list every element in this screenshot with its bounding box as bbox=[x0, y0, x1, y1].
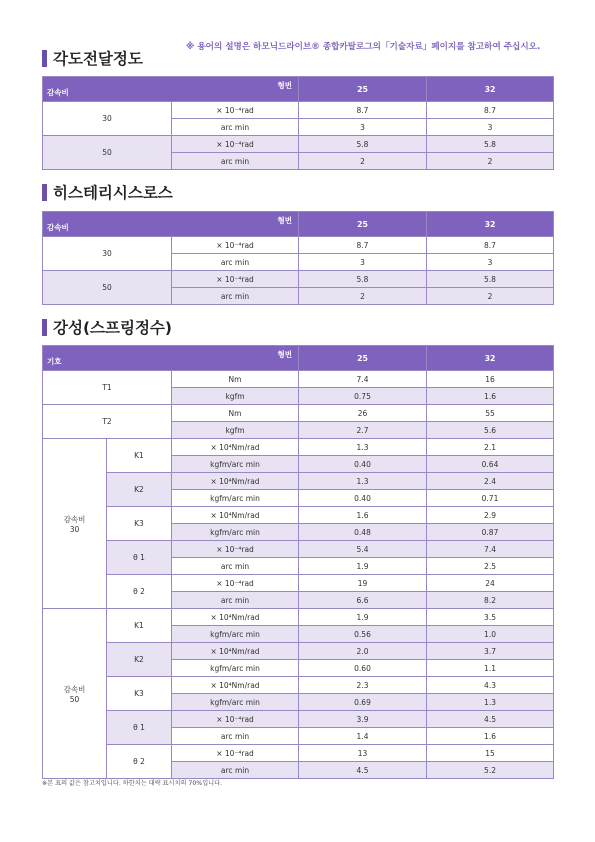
value-cell: 1.3 bbox=[299, 439, 427, 456]
unit-cell: arc min bbox=[172, 558, 299, 575]
value-cell: 3 bbox=[299, 119, 427, 136]
header-row-label: 기호 bbox=[47, 357, 62, 366]
value-cell: 2.7 bbox=[299, 422, 427, 439]
value-cell: 3 bbox=[427, 119, 554, 136]
value-cell: 2.3 bbox=[299, 677, 427, 694]
value-cell: 8.7 bbox=[427, 102, 554, 119]
table-row bbox=[43, 507, 554, 524]
value-cell: 24 bbox=[427, 575, 554, 592]
value-cell: 1.6 bbox=[427, 388, 554, 405]
header-row-label: 감속비 bbox=[47, 88, 69, 97]
header-model-label: 형번 bbox=[277, 216, 292, 225]
value-cell: 5.8 bbox=[299, 136, 427, 153]
header-row bbox=[43, 212, 554, 237]
unit-cell: × 10⁴Nm/rad bbox=[172, 473, 299, 490]
table-row bbox=[43, 237, 554, 254]
value-cell: 0.71 bbox=[427, 490, 554, 507]
header-row-label: 감속비 bbox=[47, 223, 69, 232]
header-model-25: 25 bbox=[299, 212, 427, 237]
header-corner-cell bbox=[43, 346, 299, 371]
section-title-hysteresis-loss bbox=[42, 183, 173, 201]
table-row bbox=[43, 371, 554, 388]
symbol-cell: K2 bbox=[107, 643, 172, 677]
value-cell: 55 bbox=[427, 405, 554, 422]
unit-cell: kgfm/arc min bbox=[172, 660, 299, 677]
unit-cell: kgfm/arc min bbox=[172, 694, 299, 711]
value-cell: 2.9 bbox=[427, 507, 554, 524]
value-cell: 4.5 bbox=[299, 762, 427, 779]
value-cell: 2 bbox=[427, 153, 554, 170]
table-row bbox=[43, 745, 554, 762]
value-cell: 2.1 bbox=[427, 439, 554, 456]
unit-cell: arc min bbox=[172, 153, 299, 170]
value-cell: 3 bbox=[427, 254, 554, 271]
ratio-group-value: 50 bbox=[69, 694, 80, 704]
value-cell: 0.40 bbox=[299, 456, 427, 473]
header-model-32: 32 bbox=[427, 77, 554, 102]
value-cell: 1.6 bbox=[299, 507, 427, 524]
table-row bbox=[43, 405, 554, 422]
ratio-group-label: 감속비 bbox=[63, 684, 86, 694]
value-cell: 7.4 bbox=[299, 371, 427, 388]
header-model-32: 32 bbox=[427, 346, 554, 371]
ratio-cell: 50 bbox=[43, 136, 172, 170]
value-cell: 3 bbox=[299, 254, 427, 271]
value-cell: 5.2 bbox=[427, 762, 554, 779]
value-cell: 8.7 bbox=[427, 237, 554, 254]
unit-cell: arc min bbox=[172, 288, 299, 305]
value-cell: 1.3 bbox=[299, 473, 427, 490]
symbol-cell: θ 1 bbox=[107, 711, 172, 745]
symbol-cell: K1 bbox=[107, 439, 172, 473]
unit-cell: arc min bbox=[172, 762, 299, 779]
value-cell: 2 bbox=[427, 288, 554, 305]
unit-cell: × 10⁻⁴rad bbox=[172, 102, 299, 119]
value-cell: 8.7 bbox=[299, 237, 427, 254]
value-cell: 5.8 bbox=[427, 271, 554, 288]
symbol-cell: K3 bbox=[107, 677, 172, 711]
header-model-label: 형번 bbox=[277, 350, 293, 359]
angular-accuracy-table bbox=[42, 76, 554, 170]
value-cell: 0.60 bbox=[299, 660, 427, 677]
value-cell: 1.1 bbox=[427, 660, 554, 677]
value-cell: 4.5 bbox=[427, 711, 554, 728]
symbol-cell: θ 1 bbox=[107, 541, 172, 575]
value-cell: 0.69 bbox=[299, 694, 427, 711]
ratio-cell: 30 bbox=[43, 237, 172, 271]
header-model-25: 25 bbox=[299, 77, 427, 102]
value-cell: 5.8 bbox=[427, 136, 554, 153]
unit-cell: Nm bbox=[172, 371, 299, 388]
unit-cell: × 10⁴Nm/rad bbox=[172, 643, 299, 660]
stiffness-table-body bbox=[43, 346, 554, 779]
value-cell: 3.9 bbox=[299, 711, 427, 728]
table-row bbox=[43, 541, 554, 558]
header-row bbox=[43, 77, 554, 102]
unit-cell: × 10⁴Nm/rad bbox=[172, 439, 299, 456]
unit-cell: × 10⁻⁴rad bbox=[172, 541, 299, 558]
value-cell: 7.4 bbox=[427, 541, 554, 558]
value-cell: 2.0 bbox=[299, 643, 427, 660]
ratio-group-value: 30 bbox=[69, 524, 80, 534]
unit-cell: kgfm bbox=[172, 388, 299, 405]
table-row bbox=[43, 102, 554, 119]
ratio-cell: 50 bbox=[43, 271, 172, 305]
symbol-cell: K2 bbox=[107, 473, 172, 507]
unit-cell: × 10⁻⁴rad bbox=[172, 271, 299, 288]
table-row bbox=[43, 609, 554, 626]
unit-cell: Nm bbox=[172, 405, 299, 422]
value-cell: 0.75 bbox=[299, 388, 427, 405]
value-cell: 0.87 bbox=[427, 524, 554, 541]
unit-cell: kgfm/arc min bbox=[172, 524, 299, 541]
header-row bbox=[43, 346, 554, 371]
value-cell: 1.6 bbox=[427, 728, 554, 745]
header-model-25: 25 bbox=[299, 346, 427, 371]
unit-cell: × 10⁻⁴rad bbox=[172, 745, 299, 762]
value-cell: 4.3 bbox=[427, 677, 554, 694]
value-cell: 8.7 bbox=[299, 102, 427, 119]
unit-cell: arc min bbox=[172, 254, 299, 271]
value-cell: 1.0 bbox=[427, 626, 554, 643]
unit-cell: kgfm/arc min bbox=[172, 456, 299, 473]
angular-table-body bbox=[43, 77, 554, 170]
section-marker bbox=[42, 184, 47, 201]
table-row bbox=[43, 711, 554, 728]
section-marker bbox=[42, 50, 47, 67]
value-cell: 2.5 bbox=[427, 558, 554, 575]
value-cell: 16 bbox=[427, 371, 554, 388]
ratio-group-label: 감속비 bbox=[63, 514, 86, 524]
value-cell: 13 bbox=[299, 745, 427, 762]
section-title-stiffness bbox=[42, 318, 172, 336]
value-cell: 1.9 bbox=[299, 609, 427, 626]
section-title-text: 강성(스프링정수) bbox=[53, 319, 172, 337]
table-row bbox=[43, 136, 554, 153]
value-cell: 5.4 bbox=[299, 541, 427, 558]
value-cell: 26 bbox=[299, 405, 427, 422]
symbol-cell: T1 bbox=[43, 371, 172, 405]
unit-cell: arc min bbox=[172, 728, 299, 745]
table-row bbox=[43, 473, 554, 490]
value-cell: 3.7 bbox=[427, 643, 554, 660]
table-row bbox=[43, 439, 554, 456]
value-cell: 1.4 bbox=[299, 728, 427, 745]
section-title-text: 히스테리시스로스 bbox=[53, 184, 173, 202]
symbol-cell: θ 2 bbox=[107, 575, 172, 609]
hysteresis-table-body bbox=[43, 212, 554, 305]
symbol-cell: T2 bbox=[43, 405, 172, 439]
table-row bbox=[43, 575, 554, 592]
value-cell: 8.2 bbox=[427, 592, 554, 609]
footnote: ※본 표의 값은 참고치입니다. 하한치는 대략 표시치의 70%입니다. bbox=[42, 780, 223, 787]
header-model-32: 32 bbox=[427, 212, 554, 237]
value-cell: 19 bbox=[299, 575, 427, 592]
ratio-cell: 30 bbox=[43, 102, 172, 136]
section-marker bbox=[42, 319, 47, 336]
header-model-label: 형번 bbox=[277, 81, 292, 90]
value-cell: 2 bbox=[299, 288, 427, 305]
value-cell: 3.5 bbox=[427, 609, 554, 626]
header-corner-cell bbox=[43, 212, 299, 237]
table-row bbox=[43, 677, 554, 694]
table-row bbox=[43, 643, 554, 660]
unit-cell: × 10⁴Nm/rad bbox=[172, 677, 299, 694]
unit-cell: kgfm/arc min bbox=[172, 626, 299, 643]
catalog-reference-note: ※ 용어의 설명은 하모닉드라이브® 종합카탈로그의「기술자료」페이지를 참고하여 주십시오. bbox=[186, 42, 541, 52]
unit-cell: kgfm bbox=[172, 422, 299, 439]
header-corner-cell bbox=[43, 77, 299, 102]
unit-cell: × 10⁻⁴rad bbox=[172, 711, 299, 728]
stiffness-table bbox=[42, 345, 554, 779]
table-row bbox=[43, 271, 554, 288]
value-cell: 2.4 bbox=[427, 473, 554, 490]
value-cell: 1.9 bbox=[299, 558, 427, 575]
section-title-text: 각도전달정도 bbox=[53, 50, 143, 68]
value-cell: 15 bbox=[427, 745, 554, 762]
value-cell: 6.6 bbox=[299, 592, 427, 609]
hysteresis-loss-table bbox=[42, 211, 554, 305]
unit-cell: × 10⁻⁴rad bbox=[172, 575, 299, 592]
value-cell: 0.64 bbox=[427, 456, 554, 473]
unit-cell: × 10⁻⁴rad bbox=[172, 136, 299, 153]
unit-cell: × 10⁴Nm/rad bbox=[172, 507, 299, 524]
unit-cell: arc min bbox=[172, 592, 299, 609]
ratio-group-cell bbox=[43, 439, 107, 609]
value-cell: 1.3 bbox=[427, 694, 554, 711]
value-cell: 5.6 bbox=[427, 422, 554, 439]
unit-cell: kgfm/arc min bbox=[172, 490, 299, 507]
ratio-group-cell bbox=[43, 609, 107, 779]
symbol-cell: K1 bbox=[107, 609, 172, 643]
unit-cell: arc min bbox=[172, 119, 299, 136]
value-cell: 0.48 bbox=[299, 524, 427, 541]
symbol-cell: θ 2 bbox=[107, 745, 172, 779]
symbol-cell: K3 bbox=[107, 507, 172, 541]
value-cell: 2 bbox=[299, 153, 427, 170]
value-cell: 5.8 bbox=[299, 271, 427, 288]
value-cell: 0.56 bbox=[299, 626, 427, 643]
section-title-angular-accuracy bbox=[42, 49, 143, 67]
value-cell: 0.40 bbox=[299, 490, 427, 507]
unit-cell: × 10⁻⁴rad bbox=[172, 237, 299, 254]
unit-cell: × 10⁴Nm/rad bbox=[172, 609, 299, 626]
